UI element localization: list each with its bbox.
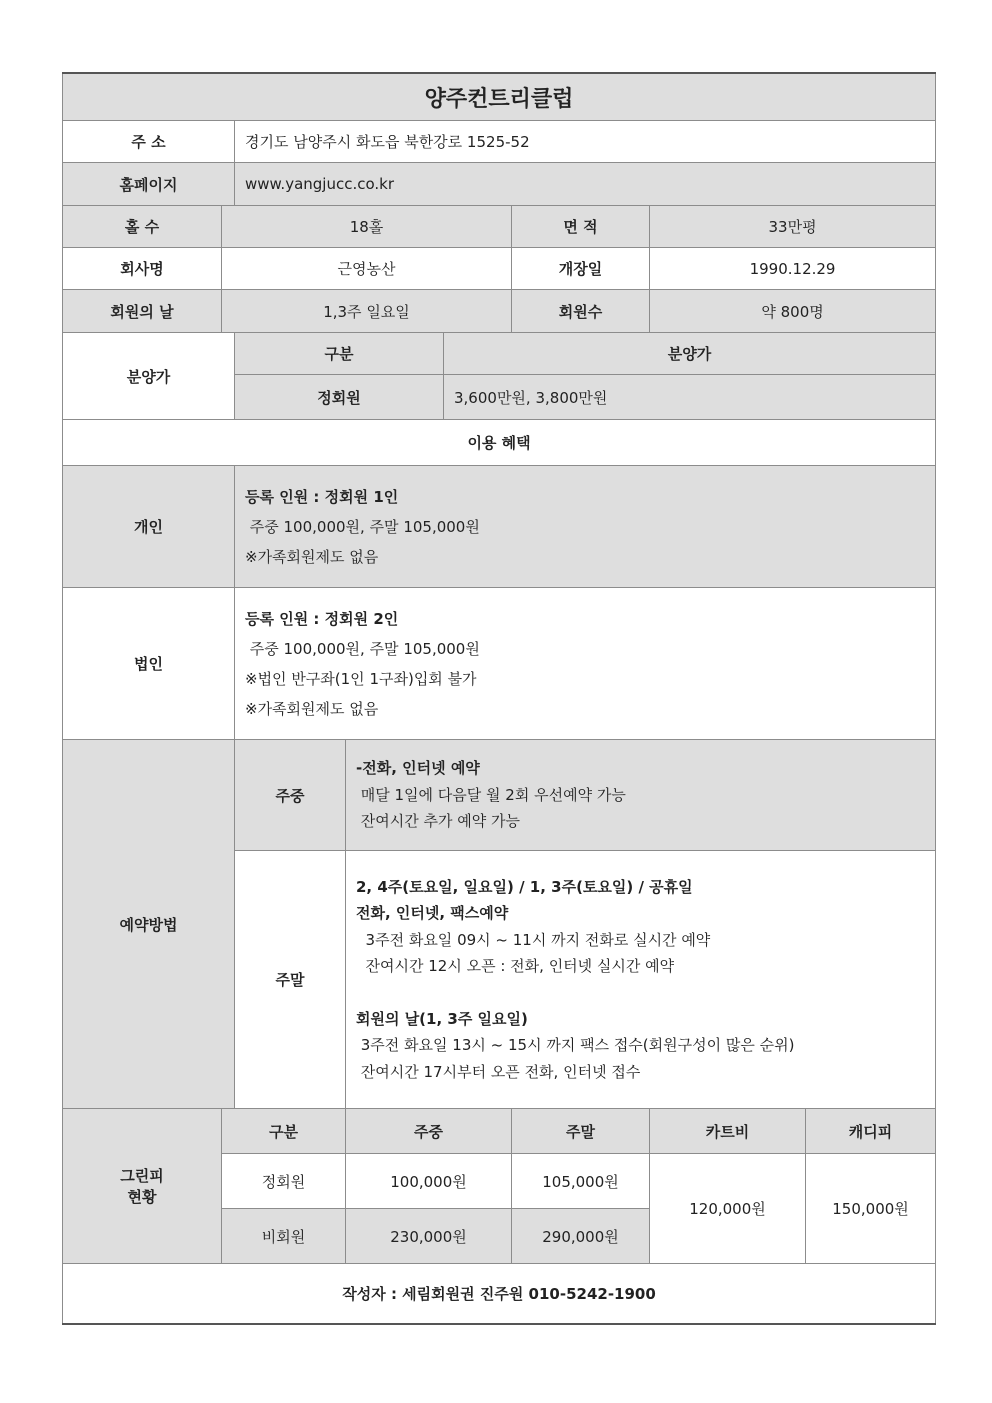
member-day-label: 회원의 날 bbox=[63, 290, 222, 333]
corporate-line: 주중 100,000원, 주말 105,000원 bbox=[245, 639, 480, 658]
weekend-line: 잔여시간 12시 오픈 : 전화, 인터넷 실시간 예약 bbox=[356, 957, 675, 976]
weekday-line: 잔여시간 추가 예약 가능 bbox=[356, 812, 520, 831]
weekend-line: 3주전 화요일 09시 ~ 11시 까지 전화로 실시간 예약 bbox=[356, 930, 711, 949]
price-type-regular: 정회원 bbox=[235, 375, 444, 420]
holes-value: 18홀 bbox=[222, 206, 512, 248]
member-count-label: 회원수 bbox=[512, 290, 650, 333]
reservation-weekday-label: 주중 bbox=[235, 740, 346, 851]
reservation-weekend-label: 주말 bbox=[235, 851, 346, 1109]
green-fee-member-weekday: 100,000원 bbox=[346, 1154, 512, 1209]
weekday-line: -전화, 인터넷 예약 bbox=[356, 759, 480, 778]
corporate-details bbox=[235, 588, 936, 740]
green-fee-header-caddie: 캐디피 bbox=[806, 1109, 936, 1154]
reservation-weekday-details bbox=[346, 740, 936, 851]
opening-value: 1990.12.29 bbox=[650, 248, 936, 290]
member-day-value: 1,3주 일요일 bbox=[222, 290, 512, 333]
green-fee-member-weekend: 105,000원 bbox=[512, 1154, 650, 1209]
address-value: 경기도 남양주시 화도읍 북한강로 1525-52 bbox=[235, 121, 936, 163]
green-fee-header-type: 구분 bbox=[222, 1109, 346, 1154]
individual-line: ※가족회원제도 없음 bbox=[245, 547, 379, 566]
green-fee-header-weekday: 주중 bbox=[346, 1109, 512, 1154]
reservation-weekend-details bbox=[346, 851, 936, 1109]
company-value: 근영농산 bbox=[222, 248, 512, 290]
address-label: 주 소 bbox=[63, 121, 235, 163]
corporate-line: 등록 인원 : 정회원 2인 bbox=[245, 609, 399, 628]
weekend-line: 2, 4주(토요일, 일요일) / 1, 3주(토요일) / 공휴일 bbox=[356, 877, 693, 896]
price-header: 분양가 bbox=[444, 333, 936, 375]
price-value: 3,600만원, 3,800만원 bbox=[444, 375, 936, 420]
green-fee-cart: 120,000원 bbox=[650, 1154, 806, 1264]
weekend-spacer bbox=[356, 980, 935, 1006]
green-fee-nonmember-weekday: 230,000원 bbox=[346, 1209, 512, 1264]
homepage-value[interactable]: www.yangjucc.co.kr bbox=[235, 163, 936, 206]
green-fee-label-line: 그린피 bbox=[120, 1167, 164, 1185]
individual-line: 등록 인원 : 정회원 1인 bbox=[245, 487, 399, 506]
green-fee-label-line: 현황 bbox=[127, 1188, 157, 1206]
area-value: 33만평 bbox=[650, 206, 936, 248]
company-label: 회사명 bbox=[63, 248, 222, 290]
club-info-table bbox=[62, 72, 936, 1325]
green-fee-header-cart: 카트비 bbox=[650, 1109, 806, 1154]
author-footer: 작성자 : 세림회원권 진주원 010-5242-1900 bbox=[63, 1264, 936, 1324]
individual-line: 주중 100,000원, 주말 105,000원 bbox=[245, 517, 480, 536]
corporate-line: ※법인 반구좌(1인 1구좌)입회 불가 bbox=[245, 669, 477, 688]
weekend-line: 잔여시간 17시부터 오픈 전화, 인터넷 접수 bbox=[356, 1062, 641, 1081]
price-label: 분양가 bbox=[63, 333, 235, 420]
opening-label: 개장일 bbox=[512, 248, 650, 290]
weekend-line: 회원의 날(1, 3주 일요일) bbox=[356, 1009, 528, 1028]
price-type-header: 구분 bbox=[235, 333, 444, 375]
holes-label: 홀 수 bbox=[63, 206, 222, 248]
corporate-line: ※가족회원제도 없음 bbox=[245, 699, 379, 718]
corporate-label: 법인 bbox=[63, 588, 235, 740]
green-fee-header-weekend: 주말 bbox=[512, 1109, 650, 1154]
green-fee-caddie: 150,000원 bbox=[806, 1154, 936, 1264]
weekday-line: 매달 1일에 다음달 월 2회 우선예약 가능 bbox=[356, 785, 626, 804]
weekend-line: 전화, 인터넷, 팩스예약 bbox=[356, 904, 509, 923]
weekend-line: 3주전 화요일 13시 ~ 15시 까지 팩스 접수(회원구성이 많은 순위) bbox=[356, 1036, 795, 1055]
golf-club-info-sheet bbox=[62, 72, 935, 1325]
page-title: 양주컨트리클럽 bbox=[63, 73, 936, 121]
individual-details bbox=[235, 466, 936, 588]
area-label: 면 적 bbox=[512, 206, 650, 248]
green-fee-nonmember-weekend: 290,000원 bbox=[512, 1209, 650, 1264]
member-count-value: 약 800명 bbox=[650, 290, 936, 333]
reservation-label: 예약방법 bbox=[63, 740, 235, 1109]
green-fee-member-type: 정회원 bbox=[222, 1154, 346, 1209]
green-fee-nonmember-type: 비회원 bbox=[222, 1209, 346, 1264]
individual-label: 개인 bbox=[63, 466, 235, 588]
homepage-label: 홈페이지 bbox=[63, 163, 235, 206]
green-fee-label bbox=[63, 1109, 222, 1264]
benefits-header: 이용 혜택 bbox=[63, 420, 936, 466]
